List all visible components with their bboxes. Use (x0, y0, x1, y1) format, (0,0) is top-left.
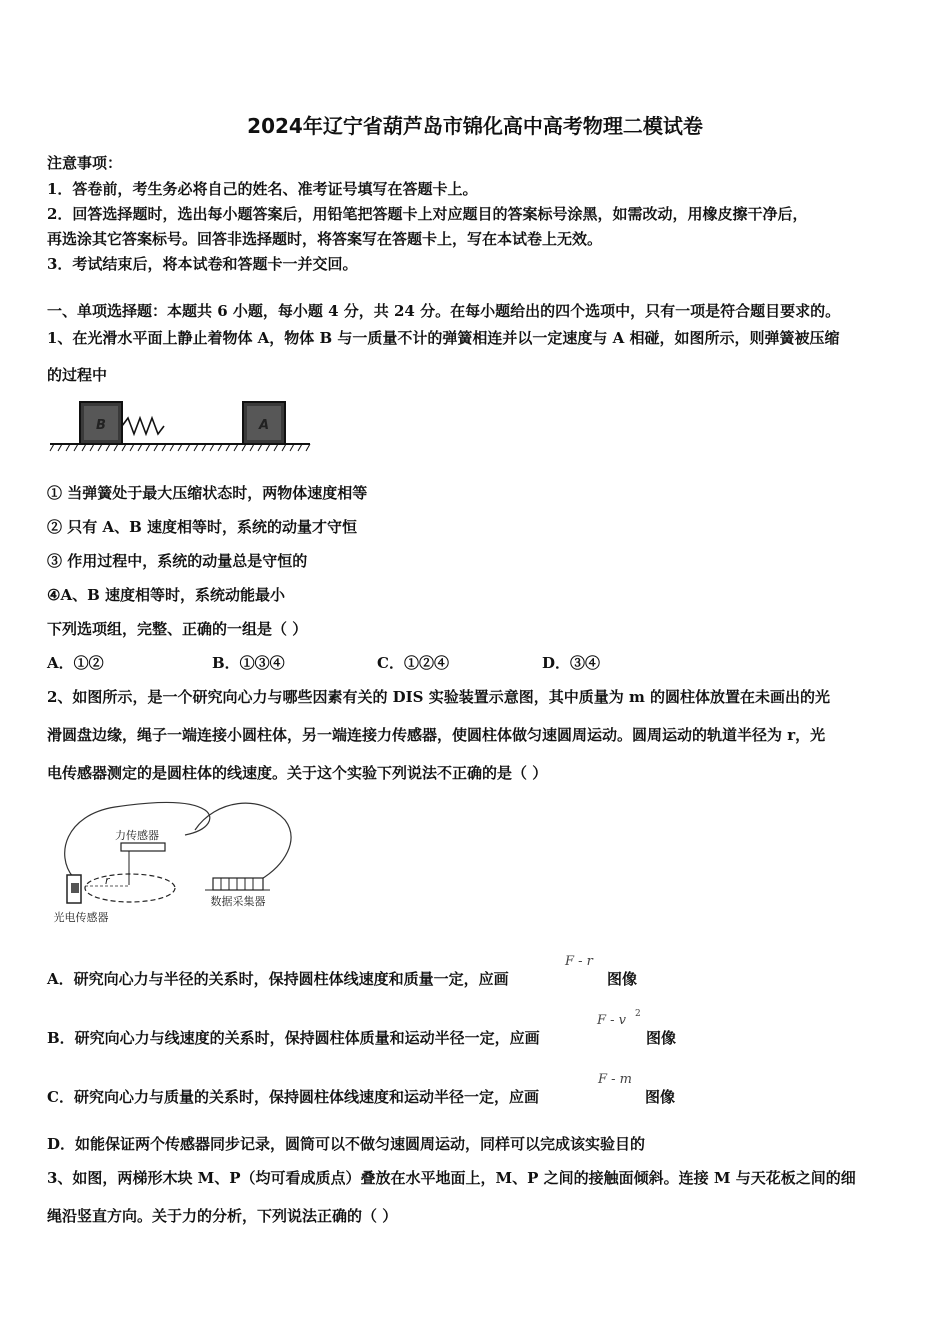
q3-stem: 3、如图，两梯形木块 M、P（均可看成质点）叠放在水平地面上，M、P 之间的接触面倾斜。连接 M 与天花板之间的细 (47, 1169, 856, 1187)
q1-statement: ④A、B 速度相等时，系统动能最小 (47, 586, 285, 604)
q2-option-c-formula: F - m (598, 1072, 633, 1087)
q2-option-b-formula: F - v (597, 1013, 627, 1028)
page-title: 2024年辽宁省葫芦岛市锦化高中高考物理二模试卷 (247, 114, 703, 138)
notice-heading: 注意事项： (47, 154, 123, 172)
q2-option-b-text: B．研究向心力与线速度的关系时，保持圆柱体质量和运动半径一定，应画 (47, 1029, 540, 1047)
q2-option-d: D．如能保证两个传感器同步记录，圆筒可以不做匀速圆周运动，同样可以完成该实验目的 (47, 1135, 646, 1153)
q3-stem: 绳沿竖直方向。关于力的分析，下列说法正确的（ ） (47, 1207, 398, 1225)
spring (122, 418, 164, 434)
q2-option-b-exponent: 2 (635, 1009, 641, 1019)
q2-option-a-text: A．研究向心力与半径的关系时，保持圆柱体线速度和质量一定，应画 (47, 970, 509, 988)
block-a-label: A (258, 418, 270, 433)
photo-sensor-label: 光电传感器 (53, 911, 109, 924)
q1-option-a: A．①② (47, 654, 104, 672)
q2-option-b-suffix: 图像 (646, 1029, 677, 1047)
q2-option-c-suffix: 图像 (645, 1088, 676, 1106)
data-collector-label: 数据采集器 (210, 895, 266, 908)
q1-statement: ③ 作用过程中，系统的动量总是守恒的 (47, 552, 308, 570)
q1-statement: ① 当弹簧处于最大压缩状态时，两物体速度相等 (47, 484, 368, 502)
block-b-label: B (96, 418, 106, 433)
q1-stem: 1、在光滑水平面上静止着物体 A，物体 B 与一质量不计的弹簧相连并以一定速度与 A 相碰，如图所示，则弹簧被压缩 (47, 329, 840, 347)
q1-options (47, 652, 667, 672)
q1-prompt: 下列选项组，完整、正确的一组是（ ） (47, 620, 308, 638)
notice-item: 再选涂其它答案标号。回答非选择题时，将答案写在答题卡上，写在本试卷上无效。 (47, 230, 603, 248)
notice-item: 1．答卷前，考生务必将自己的姓名、准考证号填写在答题卡上。 (47, 180, 478, 198)
section-heading: 一、单项选择题：本题共 6 小题，每小题 4 分，共 24 分。在每小题给出的四个选项中，只有一项是符合题目要求的。 (47, 302, 841, 320)
q2-stem: 电传感器测定的是圆柱体的线速度。关于这个实验下列说法不正确的是（ ） (47, 764, 548, 782)
notice-item: 3．考试结束后，将本试卷和答题卡一并交回。 (47, 255, 358, 273)
q2-option-a-formula: F - r (565, 954, 593, 969)
q1-option-d: D．③④ (542, 654, 601, 672)
q1-figure-blocks-spring (48, 396, 313, 456)
force-sensor-label: 力传感器 (115, 829, 159, 842)
radius-label: r (105, 874, 110, 887)
q2-stem: 2、如图所示，是一个研究向心力与哪些因素有关的 DIS 实验装置示意图，其中质量为 m 的圆柱体放置在未画出的光 (47, 688, 831, 706)
force-sensor-body (121, 843, 165, 851)
q2-stem: 滑圆盘边缘，绳子一端连接小圆柱体，另一端连接力传感器，使圆柱体做匀速圆周运动。圆周运动的轨道半径为 r，光 (47, 726, 826, 744)
q2-option-c-text: C．研究向心力与质量的关系时，保持圆柱体线速度和运动半径一定，应画 (47, 1088, 539, 1106)
q1-option-b: B．①③④ (212, 654, 285, 672)
q2-option-a-suffix: 图像 (607, 970, 638, 988)
q1-stem: 的过程中 (47, 366, 108, 384)
notice-item: 2．回答选择题时，选出每小题答案后，用铅笔把答题卡上对应题目的答案标号涂黑，如需改动，用橡皮擦干净后， (47, 205, 808, 223)
q2-figure-dis-apparatus (45, 795, 305, 930)
circular-track (85, 874, 175, 902)
q1-statement: ② 只有 A、B 速度相等时，系统的动量才守恒 (47, 518, 357, 536)
q1-option-c: C．①②④ (377, 654, 449, 672)
